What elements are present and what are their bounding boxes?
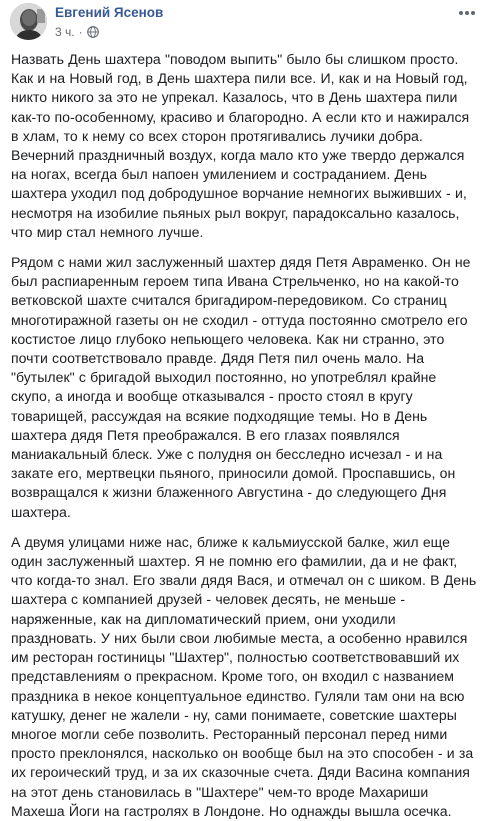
globe-icon[interactable] [87, 26, 99, 38]
avatar-photo [10, 3, 47, 40]
post-header [0, 0, 487, 50]
author-avatar[interactable] [10, 3, 47, 40]
author-name-link[interactable]: Евгений Ясенов [55, 5, 164, 20]
post-paragraph-2: Рядом с нами жил заслуженный шахтер дядя Петя Авраменко. Он не был распиаренным героем типа Ивана Стрельченко, но на какой-то ветковской шахте считался бригадиром-передовиком. Со страниц многотиражной газеты он не сходил - оттуда постоянно смотрело его костистое лицо глубоко непьющего человека. Как ни странно, это почти соответствовало правде. Дядя Петя пил очень мало. На "бутылек" с бригадой выходил постоянно, но употреблял крайне скупо, а иногда и вообще отказывался - просто стоял в кругу товарищей, рассуждая на всякие подходящие темы. Но в День шахтера дядя Петя преображался. В его глазах появлялся маниакальный блеск. Уже с полудня он бесследно исчезал - и на закате его, мертвецки пьяного, приносили домой. Проспавшись, он возвращался к жизни блаженного Августина - до следующего Дня шахтера. [11, 254, 471, 520]
post-text [0, 50, 487, 821]
post-paragraph-3: А двумя улицами ниже нас, ближе к кальмиусской балке, жил еще один заслуженный шахтер. Я не помню его фамилии, да и не факт, что когда-то знал. Его звали дядя Вася, и отмечал он с шиком. В День шахтера с компанией друзей - человек десять, не меньше - наряженные, как на дипломатический прием, они уходили праздновать. У них были свои любимые места, а особенно нравился им ресторан гостиницы "Шахтер", полностью соответствовавший их представлениям о прекрасном. Кроме того, он входил с названием праздника в некое концептуальное единство. Гуляли там они на всю катушку, денег не жалели - ну, сами понимаете, советские шахтеры многое могли себе позволить. Ресторанный персонал перед ними просто преклонялся, насколько он вообще был на это способен - и за их героический труд, и за их сказочные счета. Дяди Васина компания на этот день становилась в "Шахтере" чем-то вроде Махариши Махеша Йоги на гастролях в Лондоне. Но однажды вышла осечка. [11, 533, 477, 819]
more-horizontal-icon[interactable] [457, 6, 477, 18]
meta-separator: · [78, 25, 83, 39]
post-paragraph-1: Назвать День шахтера "поводом выпить" было бы слишком просто. Как и на Новый год, в День шахтера пили все. И, как и на Новый год, никто никого за это не упрекал. Казалось, что в День шахтера пили как-то по-особенному, красиво и благородно. А если кто и нажирался в хлам, то к нему со всех сторон протягивались лучики добра. Вечерний праздничный воздух, когда мало кто уже твердо держался на ногах, всегда был напоен умилением и состраданием. День шахтера уходил под добродушное ворчание немногих выживших - и, несмотря на изобилие пьяных рыл вокруг, парадоксально казалось, что мир стал немного лучше. [11, 51, 470, 240]
post-meta [55, 25, 99, 39]
post-timestamp[interactable]: 3 ч. [55, 25, 75, 39]
